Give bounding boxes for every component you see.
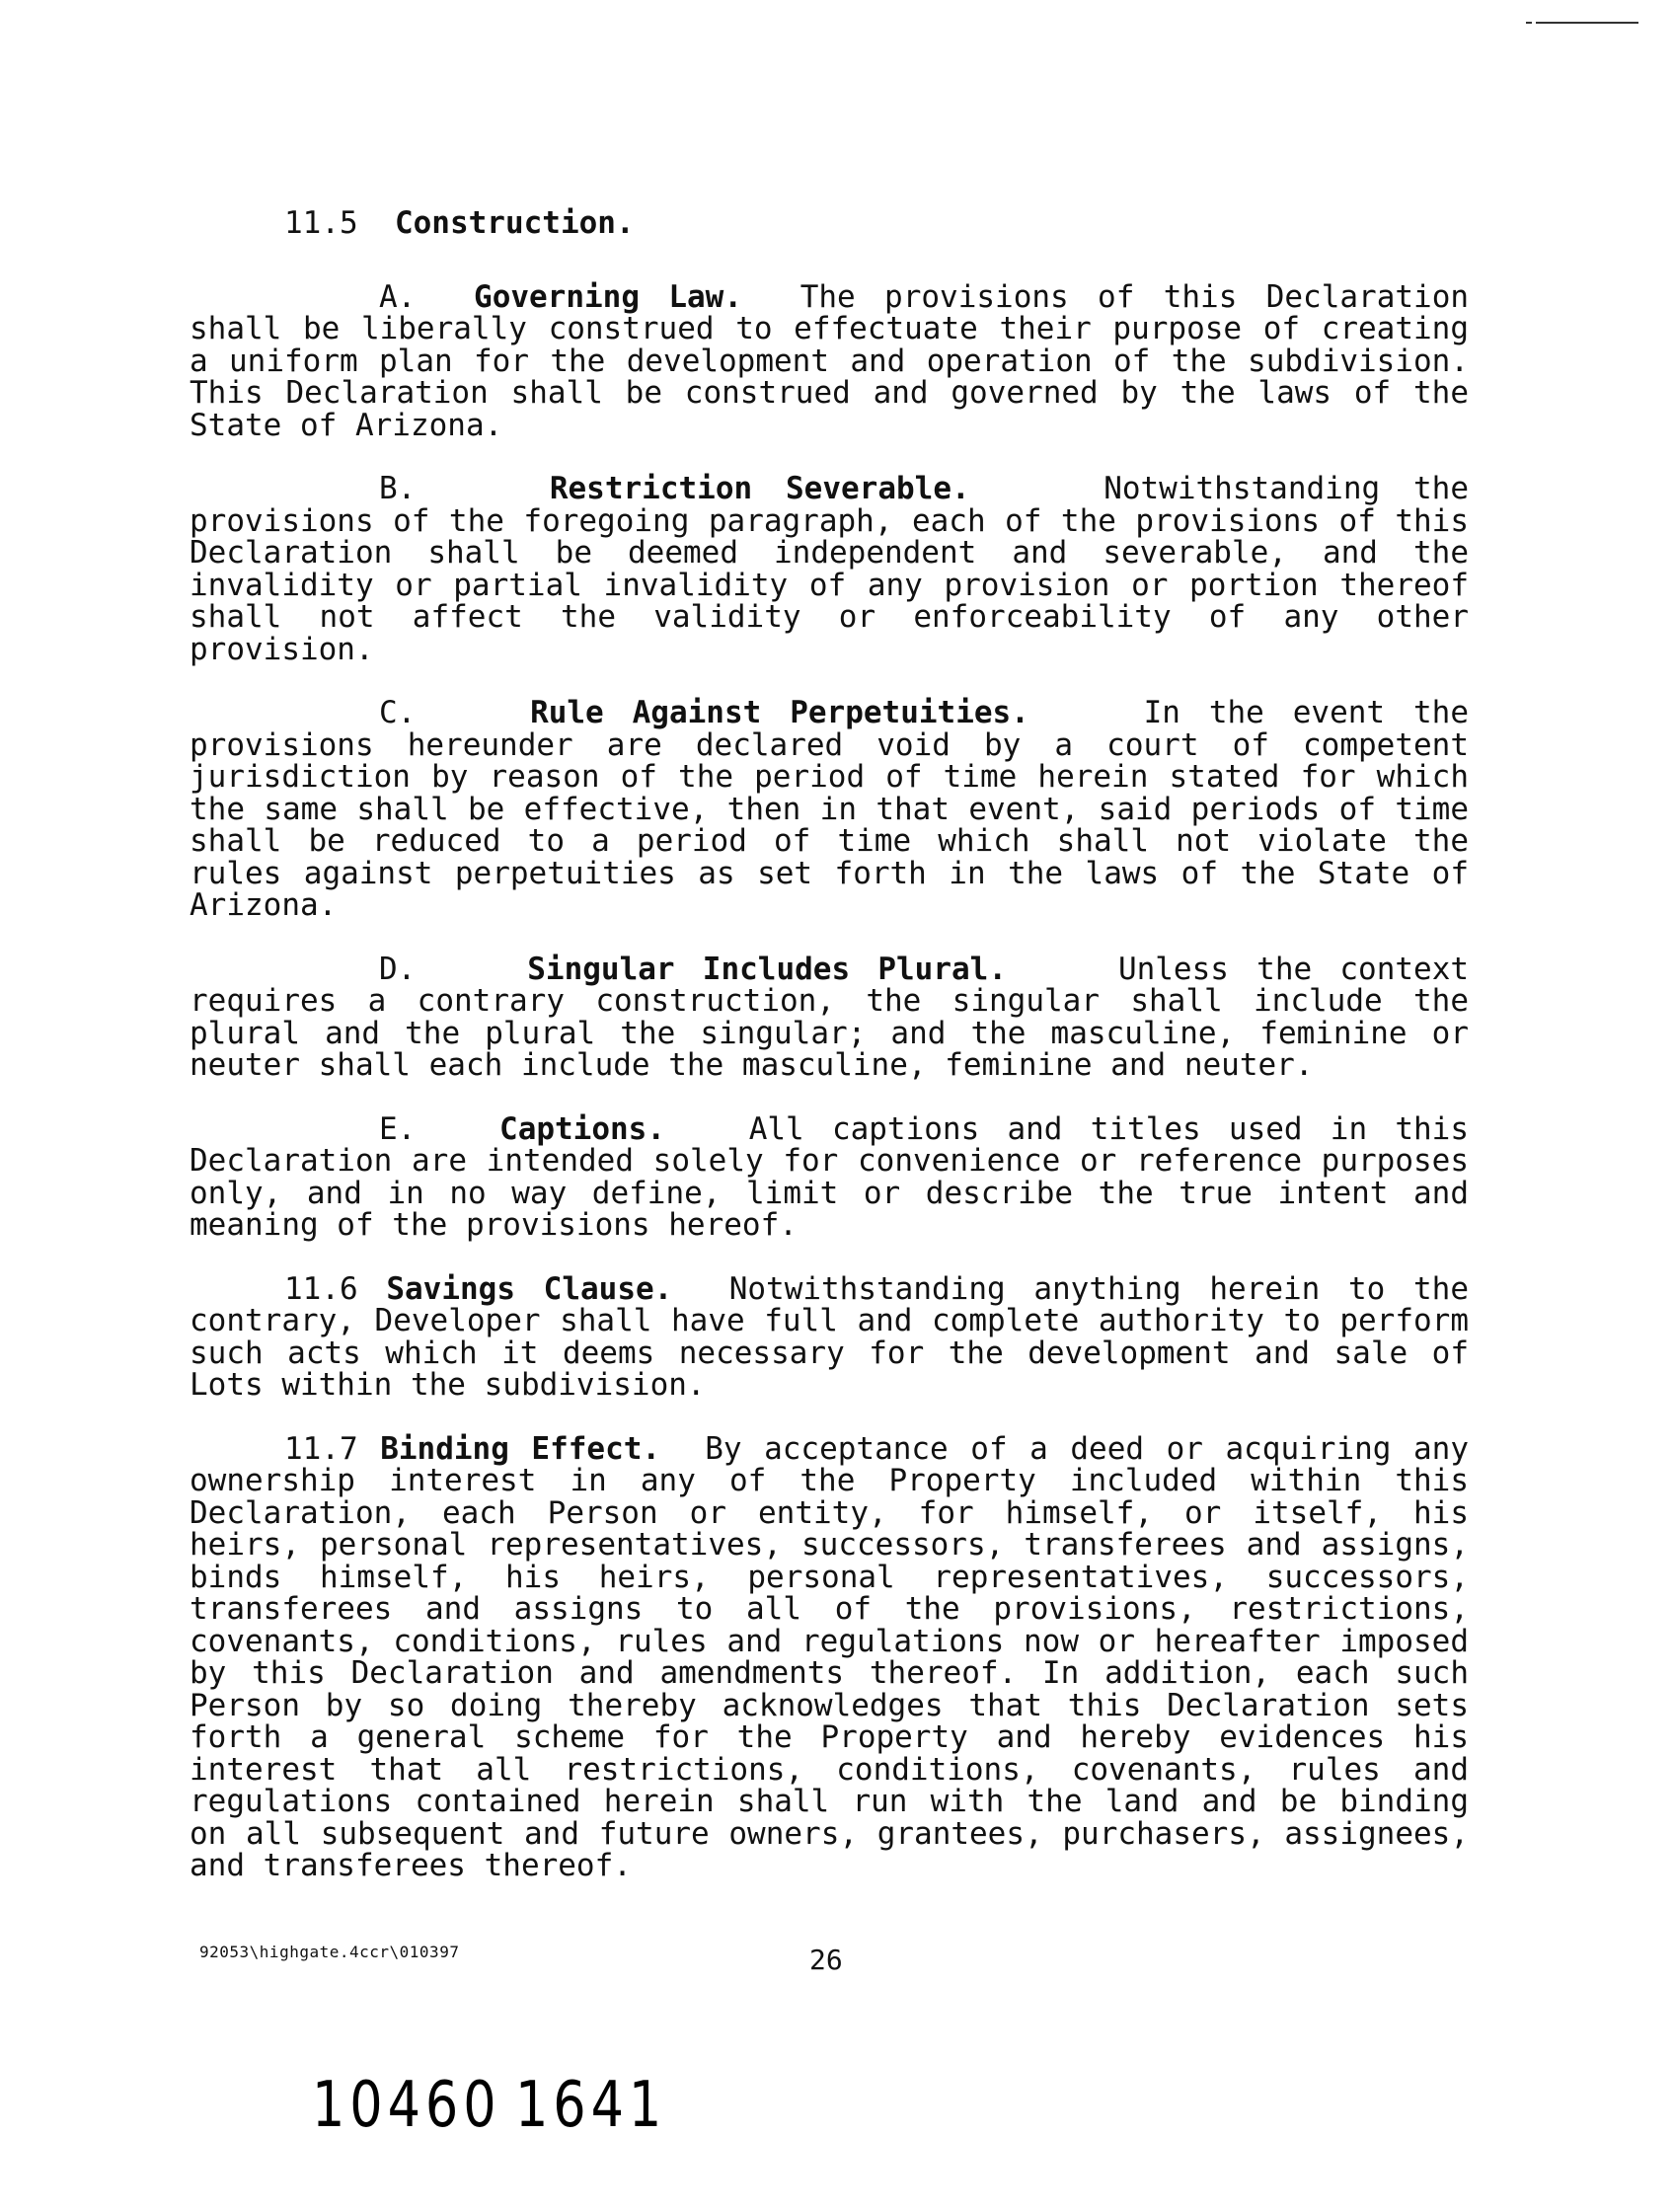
paragraph-marker: E. bbox=[379, 1110, 417, 1147]
section-11-6 bbox=[190, 1270, 1469, 1403]
paragraph-b bbox=[190, 473, 1469, 665]
paragraph-text: Unless the context requires a contrary construction, the singular shall include the plural and the plural the singular; and the masculine, feminine or neuter shall each include the masculine, feminine and neuter. bbox=[190, 951, 1470, 1083]
paragraph-heading: Rule Against Perpetuities. bbox=[530, 695, 1029, 730]
paragraph-a bbox=[190, 278, 1470, 443]
section-number: 11.5 bbox=[284, 205, 358, 241]
section-text: Notwithstanding anything herein to the contrary, Developer shall have full and complete authority to perform such acts which it deems necessary for the development and sale of Lots within the subdivision. bbox=[190, 1270, 1469, 1403]
section-11-5-heading bbox=[284, 207, 1469, 240]
paragraph-e bbox=[190, 1110, 1470, 1243]
footer-page-number: 26 bbox=[809, 1944, 843, 1976]
paragraph-text: All captions and titles used in this Declaration are intended solely for convenience or reference purposes only, and in no way define, limit or describe the true intent and meaning of the provisions hereof. bbox=[190, 1110, 1470, 1243]
document-body bbox=[190, 207, 1469, 1914]
paragraph-marker: B. bbox=[379, 471, 417, 506]
section-heading: Binding Effect. bbox=[380, 1430, 661, 1467]
paragraph-d bbox=[190, 953, 1469, 1082]
paragraph-heading: Captions. bbox=[499, 1110, 666, 1147]
paragraph-heading: Governing Law. bbox=[474, 278, 743, 315]
section-text: By acceptance of a deed or acquiring any ownership interest in any of the Property included within this Declaration, each Person or entity, for himself, or itself, his heirs, personal representatives, successors, transferees and assigns, binds himself, his heirs, personal representatives, successors, transferees and assigns to all of the provisions, restrictions, covenants, conditions, rules and regulations now or hereafter imposed by this Declaration and amendments thereof. In addition, each such Person by so doing thereby acknowledges that this Declaration sets forth a general scheme for the Property and hereby evidences his interest that all restrictions, conditions, covenants, rules and regulations contained herein shall run with the land and be binding on all subsequent and future owners, grantees, purchasers, assignees, and transferees thereof. bbox=[190, 1430, 1470, 1883]
section-heading: Savings Clause. bbox=[386, 1270, 673, 1307]
paragraph-heading: Singular Includes Plural. bbox=[527, 951, 1007, 987]
scan-edge-mark bbox=[1536, 22, 1638, 24]
paragraph-text: Notwithstanding the provisions of the foregoing paragraph, each of the provisions of this Declaration shall be deemed independent and severable, and the invalidity or partial invalidity of any provision or portion thereof shall not affect the validity or enforceability of any other provision. bbox=[190, 471, 1470, 667]
paragraph-text: In the event the provisions hereunder are declared void by a court of competent jurisdiction by reason of the period of time herein stated for which the same shall be effective, then in that event, said periods of time shall be reduced to a period of time which shall not violate the rules against perpetuities as set forth in the laws of the State of Arizona. bbox=[190, 695, 1470, 923]
section-number: 11.7 bbox=[284, 1430, 358, 1467]
footer-file-code: 92053\highgate.4ccr\010397 bbox=[199, 1943, 460, 1961]
paragraph-marker: A. bbox=[379, 278, 417, 315]
paragraph-text: The provisions of this Declaration shall be liberally construed to effectuate their purpose of creating a uniform plan for the development and operation of the subdivision. This Declaration shall be construed and governed by the laws of the State of Arizona. bbox=[190, 278, 1470, 443]
recording-page-number: 1641 bbox=[515, 2069, 667, 2142]
recording-book-number: 10460 bbox=[312, 2069, 501, 2142]
section-number: 11.6 bbox=[284, 1270, 358, 1307]
paragraph-marker: C. bbox=[379, 695, 417, 730]
section-11-7 bbox=[190, 1430, 1470, 1883]
paragraph-marker: D. bbox=[379, 951, 417, 987]
paragraph-heading: Restriction Severable. bbox=[549, 471, 970, 506]
section-title: Construction. bbox=[394, 205, 635, 241]
paragraph-c bbox=[190, 697, 1469, 922]
